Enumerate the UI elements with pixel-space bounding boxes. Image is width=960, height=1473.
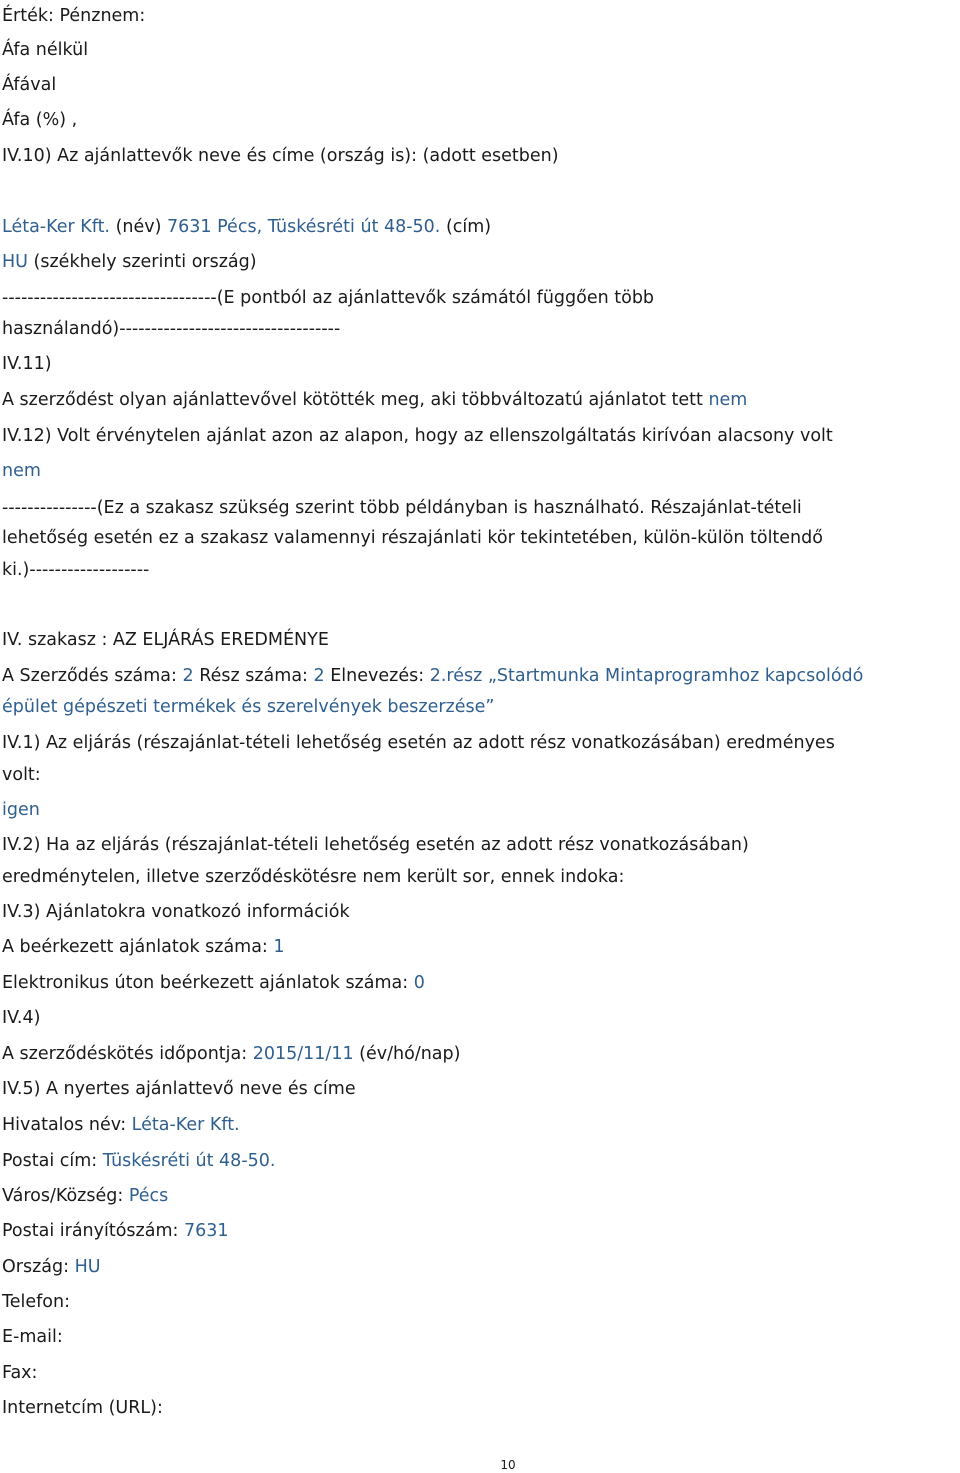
postal-code-label: Postai irányítószám: bbox=[2, 1221, 179, 1241]
with-vat-label: Áfával bbox=[2, 75, 57, 95]
fax-label: Fax: bbox=[2, 1363, 38, 1383]
iv11-question: A szerződést olyan ajánlattevővel kötötték meg, aki többváltozatú ajánlatot tett bbox=[2, 390, 703, 410]
contract-date-label: A szerződéskötés időpontja: bbox=[2, 1044, 248, 1064]
designation-label: Elnevezés: bbox=[330, 666, 425, 686]
official-name-value: Léta-Ker Kft. bbox=[131, 1115, 240, 1135]
electronic-offers-line bbox=[2, 971, 425, 995]
phone-label: Telefon: bbox=[2, 1292, 70, 1312]
received-offers-line bbox=[2, 935, 285, 959]
iv12-answer: nem bbox=[2, 461, 41, 481]
city-line bbox=[2, 1184, 168, 1208]
winner-country-label: Ország: bbox=[2, 1257, 70, 1277]
electronic-offers-value: 0 bbox=[413, 973, 425, 993]
iv2-question-line-1: IV.2) Ha az eljárás (részajánlat-tételi lehetőség esetén az adott rész vonatkozásában) bbox=[2, 835, 749, 855]
address-label: (cím) bbox=[445, 217, 492, 237]
iv10-separator-line-2: használandó)----------------------------------- bbox=[2, 319, 341, 339]
official-name-line bbox=[2, 1113, 240, 1137]
city-label: Város/Község: bbox=[2, 1186, 124, 1206]
postal-address-value: Tüskésréti út 48-50. bbox=[102, 1151, 276, 1171]
iv10-separator-line-1: ----------------------------------(E pontból az ajánlattevők számától függően több bbox=[2, 288, 655, 308]
iv10-heading: IV.10) Az ajánlattevők neve és címe (ország is): (adott esetben) bbox=[2, 146, 559, 166]
url-label: Internetcím (URL): bbox=[2, 1398, 163, 1418]
received-offers-value: 1 bbox=[273, 937, 285, 957]
iv11-question-line bbox=[2, 388, 747, 412]
country-label: (székhely szerinti ország) bbox=[33, 252, 257, 272]
iv2-question-line-2: eredménytelen, illetve szerződéskötésre nem került sor, ennek indoka: bbox=[2, 867, 625, 887]
contractor-address-value: 7631 Pécs, Tüskésréti út 48-50. bbox=[167, 217, 441, 237]
part-number-label: Rész száma: bbox=[199, 666, 308, 686]
postal-code-value: 7631 bbox=[183, 1221, 229, 1241]
received-offers-label: A beérkezett ajánlatok száma: bbox=[2, 937, 268, 957]
country-line bbox=[2, 1255, 101, 1279]
official-name-label: Hivatalos név: bbox=[2, 1115, 127, 1135]
iv3-heading: IV.3) Ajánlatokra vonatkozó információk bbox=[2, 902, 350, 922]
city-value: Pécs bbox=[128, 1186, 169, 1206]
contractor-name-value: Léta-Ker Kft. bbox=[2, 217, 110, 237]
iv12-note-line-2: lehetőség esetén ez a szakasz valamennyi részajánlati kör tekintetében, külön-külön töltendő bbox=[2, 528, 823, 548]
postal-address-label: Postai cím: bbox=[2, 1151, 98, 1171]
iv11-heading: IV.11) bbox=[2, 354, 52, 374]
iv1-question-line-1: IV.1) Az eljárás (részajánlat-tételi lehetőség esetén az adott rész vonatkozásában) eredményes bbox=[2, 733, 835, 753]
iv12-note-line-1: ---------------(Ez a szakasz szükség szerint több példányban is használható. Részajánlat-tételi bbox=[2, 498, 802, 518]
value-currency-label: Érték: Pénznem: bbox=[2, 6, 146, 26]
iv4-heading: IV.4) bbox=[2, 1008, 41, 1028]
iv11-answer: nem bbox=[708, 390, 748, 410]
contract-date-line bbox=[2, 1042, 460, 1066]
iv1-question-line-2: volt: bbox=[2, 765, 41, 785]
contractor-country-value: HU bbox=[2, 252, 28, 272]
vat-percent-label: Áfa (%) , bbox=[2, 110, 78, 130]
winner-country-value: HU bbox=[74, 1257, 101, 1277]
contract-number-label: A Szerződés száma: bbox=[2, 666, 177, 686]
contract-info-line bbox=[2, 664, 863, 688]
iv5-heading: IV.5) A nyertes ajánlattevő neve és címe bbox=[2, 1079, 356, 1099]
postal-code-line bbox=[2, 1219, 229, 1243]
contract-number-value: 2 bbox=[182, 666, 194, 686]
electronic-offers-label: Elektronikus úton beérkezett ajánlatok száma: bbox=[2, 973, 409, 993]
iv1-answer: igen bbox=[2, 800, 40, 820]
postal-address-line bbox=[2, 1149, 275, 1173]
iv10-country-line bbox=[2, 250, 257, 274]
section-title: IV. szakasz : AZ ELJÁRÁS EREDMÉNYE bbox=[2, 630, 329, 650]
designation-value-1: 2.rész „Startmunka Mintaprogramhoz kapcsolódó bbox=[429, 666, 864, 686]
iv12-question: IV.12) Volt érvénytelen ajánlat azon az alapon, hogy az ellenszolgáltatás kirívóan alacsony volt bbox=[2, 426, 833, 446]
iv10-name-address-line bbox=[2, 215, 491, 239]
name-label: (név) bbox=[115, 217, 162, 237]
iv12-note-line-3: ki.)------------------- bbox=[2, 560, 150, 580]
email-label: E-mail: bbox=[2, 1327, 63, 1347]
page-number: 10 bbox=[500, 1458, 516, 1472]
date-format-label: (év/hó/nap) bbox=[359, 1044, 461, 1064]
part-number-value: 2 bbox=[313, 666, 325, 686]
contract-date-value: 2015/11/11 bbox=[252, 1044, 354, 1064]
designation-value-2: épület gépészeti termékek és szerelvények beszerzése” bbox=[2, 697, 495, 717]
without-vat-label: Áfa nélkül bbox=[2, 40, 89, 60]
